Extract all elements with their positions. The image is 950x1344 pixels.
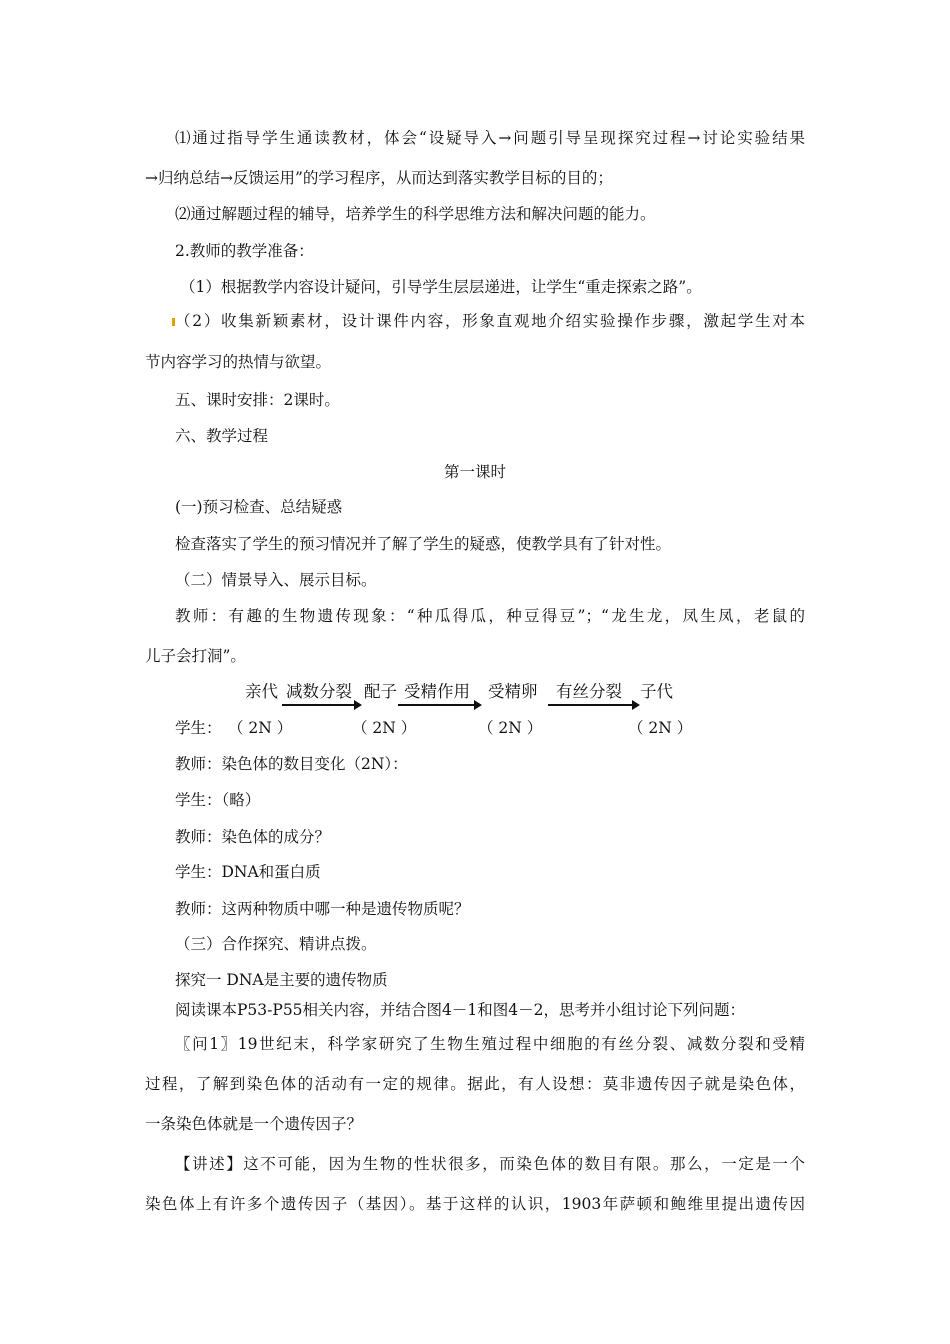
flow-stage-zygote: 受精卵 <box>488 682 538 701</box>
paragraph-prep-2-cont: 节内容学习的热情与欲望。 <box>145 353 332 371</box>
discussion-1-cont: 染色体上有许多个遗传因子（基因）。基于这样的认识，1903年萨顿和鲍维里提出遗传因 <box>145 1195 805 1213</box>
heading-schedule: 五、课时安排：2课时。 <box>175 391 340 409</box>
flow-process-fertilization: 受精作用 <box>404 682 470 701</box>
paragraph-teacher-1-cont: 儿子会打洞”。 <box>145 647 246 665</box>
paragraph-teacher-2: 教师：染色体的数目变化（2N）： <box>175 755 408 773</box>
paragraph-student-2: 学生：（略） <box>175 791 261 809</box>
section-preview: (一)预习检查、总结疑惑 <box>175 498 343 516</box>
question-1: 〖问1〗19世纪末，科学家研究了生物生殖过程中细胞的有丝分裂、减数分裂和受精 <box>175 1035 805 1053</box>
flow-arrow-3 <box>548 704 638 706</box>
flow-stage-gamete: 配子 <box>364 682 397 701</box>
discussion-1: 【讲述】这不可能，因为生物的性状很多，而染色体的数目有限。那么，一定是一个 <box>175 1155 805 1173</box>
flow-stage-parent: 亲代 <box>245 682 278 701</box>
paragraph-goal-1: ⑴通过指导学生通读教材，体会“设疑导入→问题引导呈现探究过程→讨论实验结果 <box>175 129 805 147</box>
flow-count-3: （ 2N ） <box>478 719 543 737</box>
lesson-title: 第一课时 <box>443 463 506 481</box>
paragraph-goal-2: ⑵通过解题过程的辅导，培养学生的科学思维方法和解决问题的能力。 <box>175 205 656 223</box>
question-1-end: 一条染色体就是一个遗传因子？ <box>145 1115 363 1133</box>
paragraph-goal-1-cont: →归纳总结→反馈运用”的学习程序，从而达到落实教学目标的目的； <box>145 169 613 187</box>
heading-teacher-prep: 2.教师的教学准备： <box>175 242 314 260</box>
student-label: 学生： <box>175 719 222 737</box>
flow-arrow-1 <box>282 704 360 706</box>
heading-explore-1: 探究一 DNA是主要的遗传物质 <box>175 971 388 989</box>
paragraph-teacher-3: 教师：染色体的成分？ <box>175 828 331 846</box>
heading-process: 六、教学过程 <box>175 427 269 445</box>
paragraph-reading: 阅读课本P53-P55相关内容，并结合图4－1和图4－2，思考并小组讨论下列问题： <box>175 1001 745 1019</box>
paragraph-prep-2: （2）收集新颖素材，设计课件内容，形象直观地介绍实验操作步骤，激起学生对本 <box>175 312 805 330</box>
flow-count-4: （ 2N ） <box>628 719 693 737</box>
flow-count-2: （ 2N ） <box>352 719 417 737</box>
question-1-cont: 过程，了解到染色体的活动有一定的规律。据此，有人设想：莫非遗传因子就是染色体， <box>145 1075 805 1093</box>
paragraph-prep-1: （1）根据教学内容设计疑问，引导学生层层递进，让学生“重走探索之路”。 <box>180 278 702 296</box>
paragraph-teacher-4: 教师：这两种物质中哪一种是遗传物质呢？ <box>175 900 470 918</box>
section-intro: （二）情景导入、展示目标。 <box>175 571 377 589</box>
paragraph-teacher-1: 教师：有趣的生物遗传现象：“种瓜得瓜，种豆得豆”；“龙生龙，凤生凤，老鼠的 <box>175 607 805 625</box>
flow-stage-offspring: 子代 <box>640 682 673 701</box>
section-explore: （三）合作探究、精讲点拨。 <box>175 935 377 953</box>
flow-arrow-2 <box>398 704 480 706</box>
flow-count-1: （ 2N ） <box>228 719 293 737</box>
flow-process-meiosis: 减数分裂 <box>286 682 352 701</box>
paragraph-preview: 检查落实了学生的预习情况并了解了学生的疑惑，使教学具有了针对性。 <box>175 535 672 553</box>
flow-process-mitosis: 有丝分裂 <box>556 682 622 701</box>
paragraph-student-3: 学生：DNA和蛋白质 <box>175 863 321 881</box>
